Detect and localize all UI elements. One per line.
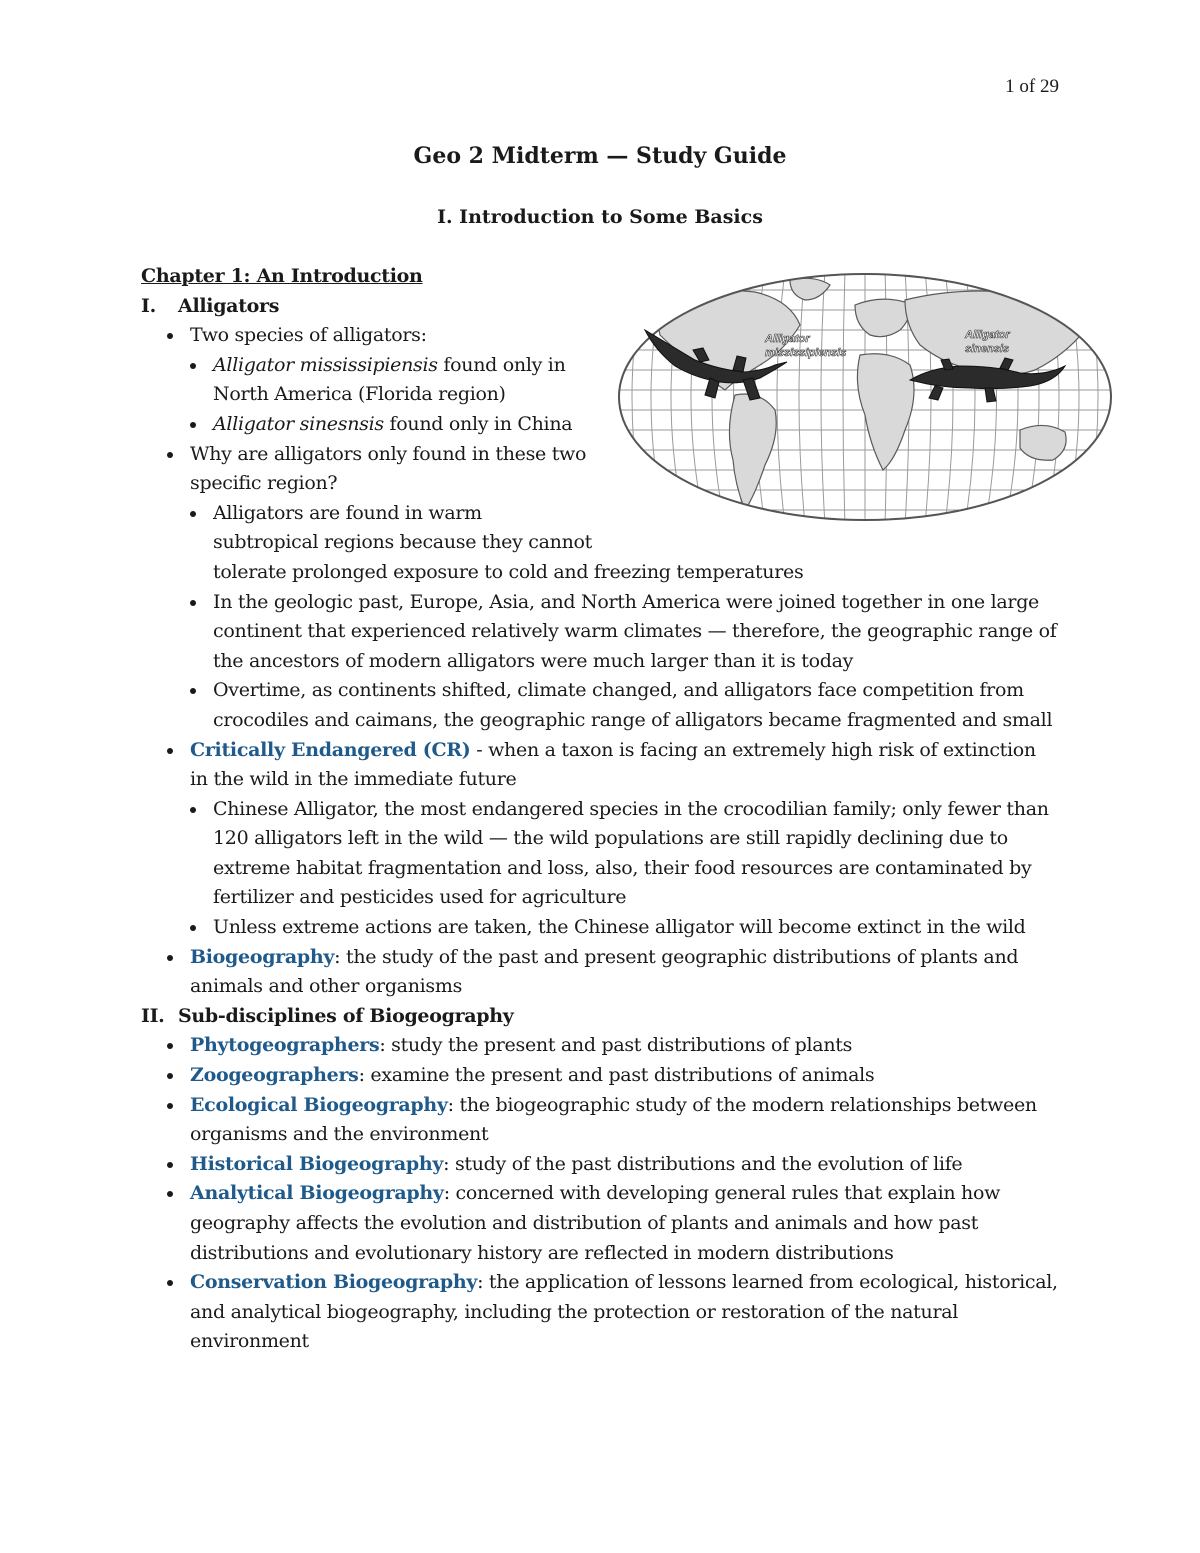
- list-item-text: : study the present and past distributions of plants: [379, 1034, 853, 1057]
- list-item: [141, 440, 610, 499]
- list-item-text: environment: [190, 1330, 309, 1353]
- map-label-left-1: Alligator: [765, 333, 810, 345]
- section-heading: [141, 292, 1071, 322]
- term: Phytogeographers: [190, 1034, 380, 1057]
- list-item-text: : concerned with developing general rules that explain how: [443, 1182, 1001, 1205]
- list-item-text: and analytical biogeography, including the protection or restoration of the natural: [190, 1300, 959, 1323]
- list-item-text: crocodiles and caimans, the geographic range of alligators became fragmented and small: [213, 708, 1053, 731]
- document-body: [141, 262, 1071, 1357]
- species-name: Alligator mississipiensis: [213, 353, 438, 376]
- list-item: [141, 1150, 1071, 1180]
- list-item: [141, 1061, 1071, 1091]
- list-item: [141, 943, 1071, 1002]
- term: Ecological Biogeography: [190, 1093, 448, 1116]
- document-title: Geo 2 Midterm — Study Guide: [413, 143, 787, 169]
- list-item-text: - when a taxon is facing an extremely high risk of extinction: [470, 738, 1036, 761]
- list-item-text: organisms and the environment: [190, 1123, 489, 1146]
- list-item: [141, 1031, 1071, 1061]
- list-item-text: the ancestors of modern alligators were much larger than it is today: [213, 649, 854, 672]
- list-item: [141, 913, 1071, 943]
- list-item-text: found only in: [437, 353, 566, 376]
- list-item-text: distributions and evolutionary history are reflected in modern distributions: [190, 1241, 894, 1264]
- list-item-text: found only in China: [383, 412, 573, 435]
- term: Biogeography: [190, 945, 335, 968]
- chapter-heading: Chapter 1: An Introduction: [141, 265, 423, 287]
- list-item-text: tolerate prolonged exposure to cold and freezing temperatures: [213, 560, 804, 583]
- list-item-text: : the study of the past and present geographic distributions of plants and: [334, 945, 1019, 968]
- map-label-right-2: sinensis: [965, 343, 1010, 355]
- list-item-text: Alligators are found in warm: [213, 501, 482, 524]
- list-item-text: geography affects the evolution and distribution of plants and animals and how past: [190, 1212, 979, 1234]
- list-item-text: North America (Florida region): [213, 383, 506, 406]
- map-label-left-2: mississipiensis: [765, 347, 847, 359]
- species-name: Alligator sinesnsis: [213, 412, 384, 435]
- list-item-text: subtropical regions because they cannot: [213, 531, 593, 554]
- list-item-text: Chinese Alligator, the most endangered species in the crocodilian family; only fewer than: [213, 797, 1049, 820]
- list-item: [141, 588, 1071, 677]
- list-item: [141, 676, 1071, 735]
- list-item-text: : examine the present and past distributions of animals: [358, 1064, 875, 1087]
- list-item-text: In the geologic past, Europe, Asia, and North America were joined together in one large: [213, 590, 1040, 613]
- list-item-text: 120 alligators left in the wild — the wild populations are still rapidly declining due to: [213, 827, 1008, 850]
- section-title: Alligators: [178, 294, 280, 317]
- list-item-text: Unless extreme actions are taken, the Chinese alligator will become extinct in the wild: [213, 916, 1026, 939]
- page-number: 1 of 29: [1005, 76, 1059, 97]
- list-item-text: : the biogeographic study of the modern relationships between: [447, 1093, 1037, 1116]
- section-number: II.: [141, 1004, 165, 1027]
- list-item: [141, 499, 1071, 588]
- section-number: I.: [141, 294, 156, 317]
- map-label-right-1: Alligator: [965, 329, 1010, 341]
- list-item: [141, 351, 633, 410]
- list-item-text: animals and other organisms: [190, 975, 463, 998]
- list-item-text: extreme habitat fragmentation and loss, also, their food resources are contaminated by: [213, 856, 1032, 879]
- list-item-text: : study of the past distributions and the evolution of life: [443, 1152, 963, 1175]
- section-title: Sub-disciplines of Biogeography: [178, 1004, 514, 1027]
- list-item-text: specific region?: [190, 472, 338, 495]
- term: Historical Biogeography: [190, 1152, 444, 1175]
- section-heading: [141, 1002, 1071, 1032]
- list-item: [141, 1091, 1071, 1150]
- list-item: [141, 1179, 1071, 1268]
- term: Analytical Biogeography: [190, 1182, 444, 1205]
- list-item-text: Overtime, as continents shifted, climate changed, and alligators face competition from: [213, 679, 1024, 702]
- list-item-text: continent that experienced relatively warm climates — therefore, the geographic range of: [213, 620, 1057, 643]
- list-item: [141, 736, 1071, 795]
- term: Conservation Biogeography: [190, 1271, 478, 1294]
- list-item: [141, 795, 1071, 913]
- list-item-text: fertilizer and pesticides used for agriculture: [213, 886, 627, 909]
- list-item: [141, 1268, 1071, 1357]
- list-item-text: : the application of lessons learned from ecological, historical,: [477, 1271, 1058, 1294]
- document-subtitle: I. Introduction to Some Basics: [437, 206, 763, 228]
- term: Zoogeographers: [190, 1064, 359, 1087]
- list-item: [141, 410, 633, 440]
- list-item: [141, 321, 610, 351]
- list-item-text: in the wild in the immediate future: [190, 768, 517, 791]
- list-item-text: Why are alligators only found in these two: [190, 442, 587, 465]
- term: Critically Endangered (CR): [190, 738, 471, 761]
- list-item-text: Two species of alligators:: [190, 324, 427, 347]
